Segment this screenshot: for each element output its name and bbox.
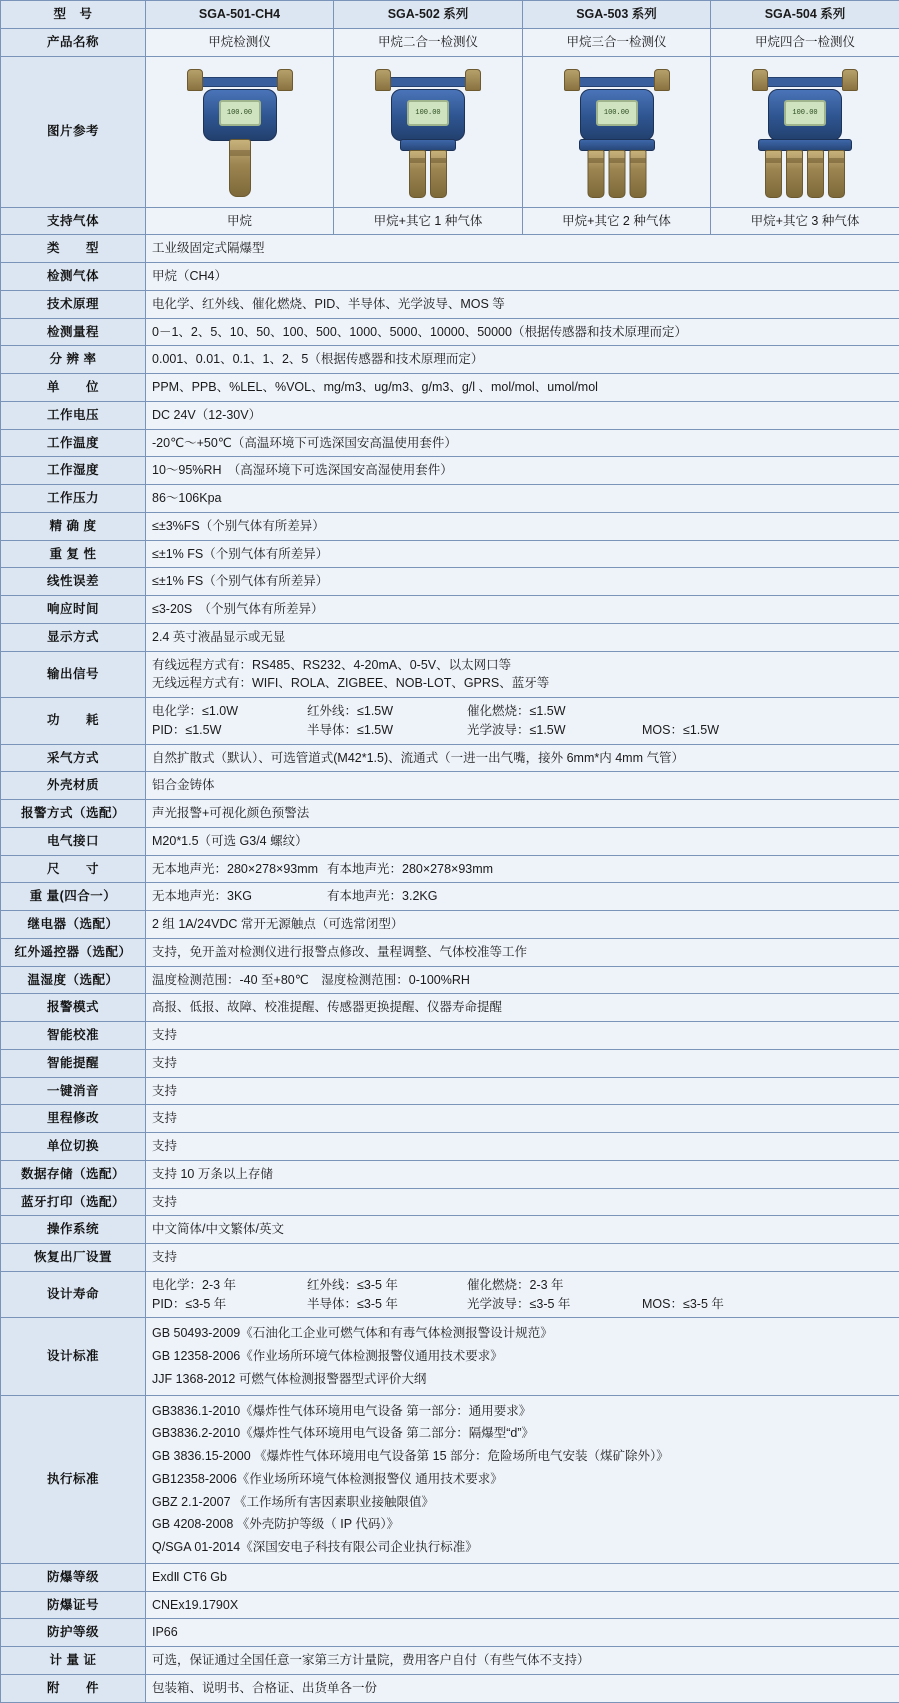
row-value-range: 0－1、2、5、10、50、100、500、1000、5000、10000、50000（根据传感器和技术原理而定） (146, 318, 899, 346)
row-value-ip-rating: IP66 (146, 1619, 899, 1647)
display-reading: 100.00 (786, 102, 824, 124)
row-value-alarm-mode: 高报、低报、故障、校准提醒、传感器更换提醒、仪器寿命提醒 (146, 994, 899, 1022)
row-label-relay: 继电器（选配） (1, 911, 146, 939)
sensor-probe-icon (608, 150, 625, 198)
row-value-data-storage: 支持 10 万条以上存储 (146, 1160, 899, 1188)
row-label-support-gas: 支持气体 (1, 207, 146, 235)
sensor-group (409, 150, 447, 198)
row-label-display: 显示方式 (1, 623, 146, 651)
table-row-resolution (1, 346, 899, 374)
life-val-catalytic: 2-3 年 (530, 1278, 564, 1292)
weight-val-no-alarm: 3KG (227, 889, 252, 903)
model-cell-3: SGA-503 系列 (523, 1, 711, 29)
exec-standard-item: GB3836.2-2010《爆炸性气体环境用电气设备 第二部分：隔爆型“d”》 (152, 1422, 893, 1445)
support-gas-cell-4: 甲烷+其它 3 种气体 (711, 207, 899, 235)
device-body (768, 89, 842, 141)
row-value-accuracy: ≤±3%FS（个别气体有所差异） (146, 512, 899, 540)
table-row-ir-remote (1, 938, 899, 966)
sensor-probe-icon (828, 150, 845, 198)
row-label-technology: 技术原理 (1, 290, 146, 318)
table-row-metrology-certificate (1, 1647, 899, 1675)
row-value-housing: 铝合金铸体 (146, 772, 899, 800)
support-gas-cell-3: 甲烷+其它 2 种气体 (523, 207, 711, 235)
power-val-catalytic: ≤1.5W (530, 704, 566, 718)
row-value-one-key-mute: 支持 (146, 1077, 899, 1105)
power-val-semiconductor: ≤1.5W (357, 723, 393, 737)
row-value-temp-humidity-option: 温度检测范围：-40 至+80℃ 湿度检测范围：0-100%RH (146, 966, 899, 994)
row-value-smart-calibration: 支持 (146, 1022, 899, 1050)
row-value-operating-system: 中文简体/中文繁体/英文 (146, 1216, 899, 1244)
row-value-design-life (146, 1271, 899, 1318)
power-key-catalytic: 催化燃烧： (467, 704, 530, 718)
table-row-bluetooth-print (1, 1188, 899, 1216)
device-body (203, 89, 277, 141)
power-val-electrochemical: ≤1.0W (202, 704, 238, 718)
sensor-group (765, 150, 845, 198)
life-val-semiconductor: ≤3-5 年 (357, 1297, 398, 1311)
row-label-humidity: 工作湿度 (1, 457, 146, 485)
row-label-detect-gas: 检测气体 (1, 263, 146, 291)
row-label-bluetooth-print: 蓝牙打印（选配） (1, 1188, 146, 1216)
row-label-alarm-mode: 报警模式 (1, 994, 146, 1022)
table-row-output-signal (1, 651, 899, 698)
table-row-weight (1, 883, 899, 911)
sensor-cap-right-icon (465, 69, 481, 91)
row-value-bluetooth-print: 支持 (146, 1188, 899, 1216)
table-row-display (1, 623, 899, 651)
row-value-design-standard (146, 1318, 899, 1395)
output-signal-wired: 有线远程方式有：RS485、RS232、4-20mA、0-5V、以太网口等 (152, 656, 893, 675)
row-label-smart-reminder: 智能提醒 (1, 1049, 146, 1077)
table-row-exec-standard (1, 1395, 899, 1563)
row-value-factory-reset: 支持 (146, 1244, 899, 1272)
table-row-one-key-mute (1, 1077, 899, 1105)
power-key-semiconductor: 半导体： (307, 723, 357, 737)
sensor-cap-left-icon (752, 69, 768, 91)
row-value-sampling: 自然扩散式（默认）、可选管道式(M42*1.5)、流通式（一进一出气嘴，接外 6mm*内 4mm 气管） (146, 744, 899, 772)
row-label-pressure: 工作压力 (1, 485, 146, 513)
row-value-unit: PPM、PPB、%LEL、%VOL、mg/m3、ug/m3、g/m3、g/l 、mol/mol、umol/mol (146, 374, 899, 402)
sensor-probe-icon (807, 150, 824, 198)
row-label-ip-rating: 防护等级 (1, 1619, 146, 1647)
table-row-design-standard (1, 1318, 899, 1395)
power-line-1 (152, 702, 893, 721)
design-standard-item: GB 50493-2009《石油化工企业可燃气体和有毒气体检测报警设计规范》 (152, 1322, 893, 1345)
row-label-data-storage: 数据存储（选配） (1, 1160, 146, 1188)
row-value-power (146, 698, 899, 745)
support-gas-cell-1: 甲烷 (146, 207, 334, 235)
row-value-relay: 2 组 1A/24VDC 常开无源触点（可选常闭型） (146, 911, 899, 939)
row-value-linearity: ≤±1% FS（个别气体有所差异） (146, 568, 899, 596)
row-label-linearity: 线性误差 (1, 568, 146, 596)
row-label-metrology-certificate: 计 量 证 (1, 1647, 146, 1675)
table-row-ex-rating (1, 1563, 899, 1591)
table-row-alarm-mode (1, 994, 899, 1022)
row-label-image-reference: 图片参考 (1, 56, 146, 207)
sensor-group (587, 150, 646, 198)
row-label-product-name: 产品名称 (1, 28, 146, 56)
support-gas-cell-2: 甲烷+其它 1 种气体 (334, 207, 523, 235)
row-label-type: 类 型 (1, 235, 146, 263)
table-row-unit-switch (1, 1133, 899, 1161)
exec-standard-item: GB12358-2006《作业场所环境气体检测报警仪 通用技术要求》 (152, 1468, 893, 1491)
weight-val-with-alarm: 3.2KG (402, 889, 437, 903)
sensor-cap-left-icon (375, 69, 391, 91)
table-row-range (1, 318, 899, 346)
row-value-temperature: -20℃～+50℃（高温环境下可选深国安高温使用套件） (146, 429, 899, 457)
row-value-unit-switch: 支持 (146, 1133, 899, 1161)
gas-detector-illustration (750, 63, 860, 203)
row-value-alarm-method: 声光报警+可视化颜色预警法 (146, 800, 899, 828)
size-val-with-alarm: 280×278×93mm (402, 862, 493, 876)
sensor-cap-right-icon (654, 69, 670, 91)
sensor-probe-icon (430, 150, 447, 198)
table-row-smart-reminder (1, 1049, 899, 1077)
row-value-smart-reminder: 支持 (146, 1049, 899, 1077)
size-key-with-alarm: 有本地声光： (327, 862, 402, 876)
power-val-infrared: ≤1.5W (357, 704, 393, 718)
row-value-metrology-certificate: 可选，保证通过全国任意一家第三方计量院，费用客户自付（有些气体不支持） (146, 1647, 899, 1675)
table-row-housing (1, 772, 899, 800)
row-label-one-key-mute: 一键消音 (1, 1077, 146, 1105)
size-val-no-alarm: 280×278×93mm (227, 862, 318, 876)
life-key-semiconductor: 半导体： (307, 1297, 357, 1311)
life-val-optical: ≤3-5 年 (530, 1297, 571, 1311)
table-row-data-storage (1, 1160, 899, 1188)
model-cell-1: SGA-501-CH4 (146, 1, 334, 29)
life-key-mos: MOS： (642, 1297, 683, 1311)
table-row-power (1, 698, 899, 745)
gas-detector-illustration (562, 63, 672, 203)
row-label-unit-switch: 单位切换 (1, 1133, 146, 1161)
row-label-voltage: 工作电压 (1, 401, 146, 429)
table-row-humidity (1, 457, 899, 485)
row-label-unit: 单 位 (1, 374, 146, 402)
table-row-sampling (1, 744, 899, 772)
table-row-relay (1, 911, 899, 939)
row-value-range-modify: 支持 (146, 1105, 899, 1133)
sensor-probe-icon (409, 150, 426, 198)
row-label-design-life: 设计寿命 (1, 1271, 146, 1318)
exec-standard-item: GB3836.1-2010《爆炸性气体环境用电气设备 第一部分：通用要求》 (152, 1400, 893, 1423)
product-name-cell-1: 甲烷检测仪 (146, 28, 334, 56)
row-value-output-signal (146, 651, 899, 698)
device-body (391, 89, 465, 141)
design-standard-item: JJF 1368-2012 可燃气体检测报警器型式评价大纲 (152, 1368, 893, 1391)
gas-detector-illustration (373, 63, 483, 203)
row-value-resolution: 0.001、0.01、0.1、1、2、5（根据传感器和技术原理而定） (146, 346, 899, 374)
row-label-size: 尺 寸 (1, 855, 146, 883)
life-key-pid: PID： (152, 1297, 185, 1311)
power-key-pid: PID： (152, 723, 185, 737)
row-value-ex-rating: ExdⅡ CT6 Gb (146, 1563, 899, 1591)
row-value-type: 工业级固定式隔爆型 (146, 235, 899, 263)
display-reading: 100.00 (598, 102, 636, 124)
row-label-design-standard: 设计标准 (1, 1318, 146, 1395)
table-row-image-reference (1, 56, 899, 207)
row-label-electrical-interface: 电气接口 (1, 827, 146, 855)
row-value-pressure: 86～106Kpa (146, 485, 899, 513)
table-row-technology (1, 290, 899, 318)
table-row-alarm-method (1, 800, 899, 828)
table-row-voltage (1, 401, 899, 429)
table-row-electrical-interface (1, 827, 899, 855)
row-value-detect-gas: 甲烷（CH4） (146, 263, 899, 291)
exec-standard-item: Q/SGA 01-2014《深国安电子科技有限公司企业执行标准》 (152, 1536, 893, 1559)
table-row-temperature (1, 429, 899, 457)
row-label-power: 功 耗 (1, 698, 146, 745)
row-value-display: 2.4 英寸液晶显示或无显 (146, 623, 899, 651)
table-row-operating-system (1, 1216, 899, 1244)
gas-detector-illustration (185, 63, 295, 203)
sensor-probe-icon (229, 139, 251, 197)
life-val-pid: ≤3-5 年 (185, 1297, 226, 1311)
row-value-electrical-interface: M20*1.5（可选 G3/4 螺纹） (146, 827, 899, 855)
exec-standard-item: GBZ 2.1-2007 《工作场所有害因素职业接触限值》 (152, 1491, 893, 1514)
row-label-factory-reset: 恢复出厂设置 (1, 1244, 146, 1272)
table-row-linearity (1, 568, 899, 596)
output-signal-wireless: 无线远程方式有：WIFI、ROLA、ZIGBEE、NOB-LOT、GPRS、蓝牙等 (152, 674, 893, 693)
life-val-electrochemical: 2-3 年 (202, 1278, 236, 1292)
row-label-exec-standard: 执行标准 (1, 1395, 146, 1563)
row-value-exec-standard (146, 1395, 899, 1563)
row-value-humidity: 10～95%RH （高湿环境下可选深国安高湿使用套件） (146, 457, 899, 485)
row-label-response-time: 响应时间 (1, 596, 146, 624)
size-key-no-alarm: 无本地声光： (152, 862, 227, 876)
product-name-cell-2: 甲烷二合一检测仪 (334, 28, 523, 56)
life-key-catalytic: 催化燃烧： (467, 1278, 530, 1292)
exec-standard-item: GB 3836.15-2000 《爆炸性气体环境用电气设备第 15 部分：危险场所电气安装（煤矿除外）》 (152, 1445, 893, 1468)
sensor-cap-left-icon (564, 69, 580, 91)
table-row-design-life (1, 1271, 899, 1318)
life-key-optical: 光学波导： (467, 1297, 530, 1311)
exec-standard-item: GB 4208-2008 《外壳防护等级（ IP 代码）》 (152, 1513, 893, 1536)
table-row-accessories (1, 1674, 899, 1702)
row-value-repeatability: ≤±1% FS（个别气体有所差异） (146, 540, 899, 568)
weight-key-no-alarm: 无本地声光： (152, 889, 227, 903)
row-label-output-signal: 输出信号 (1, 651, 146, 698)
model-cell-4: SGA-504 系列 (711, 1, 899, 29)
life-line-2 (152, 1295, 893, 1314)
power-key-infrared: 红外线： (307, 704, 357, 718)
sensor-cap-left-icon (187, 69, 203, 91)
row-label-range: 检测量程 (1, 318, 146, 346)
row-label-temp-humidity-option: 温湿度（选配） (1, 966, 146, 994)
table-row-range-modify (1, 1105, 899, 1133)
power-val-optical: ≤1.5W (530, 723, 566, 737)
power-key-electrochemical: 电化学： (152, 704, 202, 718)
display-reading: 100.00 (221, 102, 259, 124)
row-value-weight (146, 883, 899, 911)
weight-key-with-alarm: 有本地声光： (327, 889, 402, 903)
power-val-pid: ≤1.5W (185, 723, 221, 737)
mount-bracket-icon (382, 77, 474, 87)
row-label-resolution: 分 辨 率 (1, 346, 146, 374)
table-row-ex-certificate (1, 1591, 899, 1619)
table-row-factory-reset (1, 1244, 899, 1272)
table-row-model (1, 1, 899, 29)
table-row-size (1, 855, 899, 883)
row-label-housing: 外壳材质 (1, 772, 146, 800)
mount-bracket-icon (571, 77, 663, 87)
table-row-temp-humidity-option (1, 966, 899, 994)
device-display (219, 100, 261, 126)
sensor-cap-right-icon (277, 69, 293, 91)
row-value-size (146, 855, 899, 883)
life-val-mos: ≤3-5 年 (683, 1297, 724, 1311)
row-label-accuracy: 精 确 度 (1, 512, 146, 540)
row-label-smart-calibration: 智能校准 (1, 1022, 146, 1050)
device-display (596, 100, 638, 126)
table-row-response-time (1, 596, 899, 624)
row-label-model: 型 号 (1, 1, 146, 29)
device-display (784, 100, 826, 126)
life-key-electrochemical: 电化学： (152, 1278, 202, 1292)
device-body (580, 89, 654, 141)
row-label-ir-remote: 红外遥控器（选配） (1, 938, 146, 966)
table-row-support-gas (1, 207, 899, 235)
sensor-probe-icon (629, 150, 646, 198)
table-row-pressure (1, 485, 899, 513)
life-val-infrared: ≤3-5 年 (357, 1278, 398, 1292)
table-row-product-name (1, 28, 899, 56)
mount-bracket-icon (759, 77, 851, 87)
row-value-voltage: DC 24V（12-30V） (146, 401, 899, 429)
row-label-accessories: 附 件 (1, 1674, 146, 1702)
product-name-cell-4: 甲烷四合一检测仪 (711, 28, 899, 56)
row-label-alarm-method: 报警方式（选配） (1, 800, 146, 828)
row-label-temperature: 工作温度 (1, 429, 146, 457)
device-image-3 (523, 56, 711, 207)
table-row-accuracy (1, 512, 899, 540)
life-key-infrared: 红外线： (307, 1278, 357, 1292)
power-val-mos: ≤1.5W (683, 723, 719, 737)
life-line-1 (152, 1276, 893, 1295)
power-key-optical: 光学波导： (467, 723, 530, 737)
device-image-1 (146, 56, 334, 207)
sensor-probe-icon (587, 150, 604, 198)
model-cell-2: SGA-502 系列 (334, 1, 523, 29)
row-value-ex-certificate: CNEx19.1790X (146, 1591, 899, 1619)
power-line-2 (152, 721, 893, 740)
device-image-4 (711, 56, 899, 207)
design-standard-item: GB 12358-2006《作业场所环境气体检测报警仪通用技术要求》 (152, 1345, 893, 1368)
table-row-unit (1, 374, 899, 402)
device-display (407, 100, 449, 126)
table-row-ip-rating (1, 1619, 899, 1647)
display-reading: 100.00 (409, 102, 447, 124)
table-row-detect-gas (1, 263, 899, 291)
device-image-2 (334, 56, 523, 207)
row-label-ex-rating: 防爆等级 (1, 1563, 146, 1591)
table-row-smart-calibration (1, 1022, 899, 1050)
power-key-mos: MOS： (642, 723, 683, 737)
row-label-weight: 重 量(四合一） (1, 883, 146, 911)
row-value-ir-remote: 支持，免开盖对检测仪进行报警点修改、量程调整、气体校准等工作 (146, 938, 899, 966)
row-value-technology: 电化学、红外线、催化燃烧、PID、半导体、光学波导、MOS 等 (146, 290, 899, 318)
mount-bracket-icon (194, 77, 286, 87)
row-label-operating-system: 操作系统 (1, 1216, 146, 1244)
sensor-probe-icon (765, 150, 782, 198)
row-label-ex-certificate: 防爆证号 (1, 1591, 146, 1619)
row-label-range-modify: 里程修改 (1, 1105, 146, 1133)
row-label-sampling: 采气方式 (1, 744, 146, 772)
sensor-cap-right-icon (842, 69, 858, 91)
table-row-repeatability (1, 540, 899, 568)
table-row-type (1, 235, 899, 263)
sensor-probe-icon (786, 150, 803, 198)
row-value-response-time: ≤3-20S （个别气体有所差异） (146, 596, 899, 624)
row-label-repeatability: 重 复 性 (1, 540, 146, 568)
product-name-cell-3: 甲烷三合一检测仪 (523, 28, 711, 56)
row-value-accessories: 包装箱、说明书、合格证、出货单各一份 (146, 1674, 899, 1702)
